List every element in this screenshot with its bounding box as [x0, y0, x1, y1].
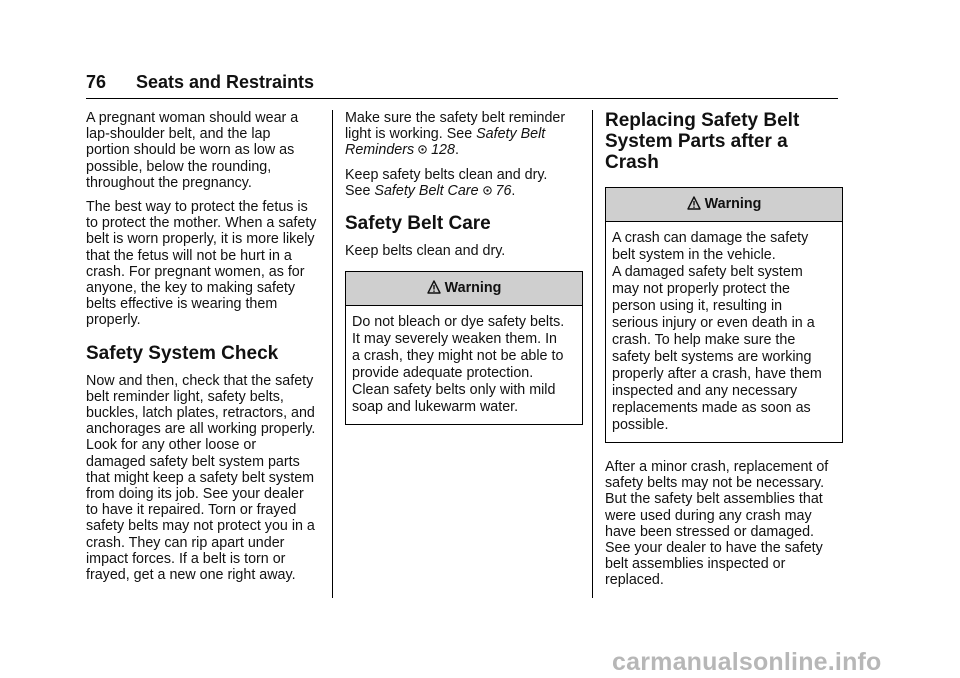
care-page-ref[interactable]: 76: [495, 182, 512, 199]
safety-belt-care-link[interactable]: Safety Belt Care: [374, 182, 479, 199]
safety-belt-care-heading: Safety Belt Care: [345, 213, 491, 235]
replacing-parts-heading: Replacing Safety Belt System Parts after a Crash: [605, 110, 800, 173]
column-1: [86, 110, 324, 591]
reminders-page-ref[interactable]: 128: [431, 142, 455, 159]
safety-belt-reminders-link[interactable]: Safety Belt: [476, 126, 546, 143]
warning-header: Warning: [606, 188, 842, 222]
warning-header: Warning: [346, 272, 582, 306]
page-header: [86, 72, 838, 96]
pregnancy-paragraph: A pregnant woman should wear a lap-shoulder belt, and the lap portion should be worn as low as possible, below the rounding, throughout the pregnancy.: [86, 110, 299, 191]
warning-body: A crash can damage the safety belt system in the vehicle. A damaged safety belt system may not properly protect the person using it, resulting in serious injury or even death in a crash. To help make sure the safety belt systems are working properly after a crash, have them inspected and any necessary replacements made as soon as possible.: [612, 230, 822, 433]
column-2: [345, 110, 583, 437]
column-3: [605, 110, 843, 597]
warning-body: Do not bleach or dye safety belts. It may severely weaken them. In a crash, they might not be able to provide adequate protection. Clean safety belts only with mild soap and lukewarm water.: [352, 314, 565, 416]
clean-dry-paragraph: Keep safety belts clean and dry. See Safety Belt Care 76.: [345, 166, 548, 199]
warning-triangle-icon: [687, 196, 701, 210]
watermark: carmanualsonline.info: [612, 648, 882, 676]
page-number: 76: [86, 72, 107, 92]
system-check-paragraph: Now and then, check that the safety belt reminder light, safety belts, buckles, latch plates, retractors, and anchorages are all working properly. Look for any other loose or damaged safety belt system parts that might keep a safety belt system from doing its job. See your dealer to have it repaired. Torn or frayed safety belts may not protect you in a crash. They can rip apart under impact forces. If a belt is torn or frayed, get a new one right away.: [86, 372, 316, 584]
warning-box-care: [345, 271, 583, 425]
reminder-paragraph: Make sure the safety belt reminder light is working. See Safety Belt Reminders 128.: [345, 110, 566, 159]
section-title: Seats and Restraints: [136, 72, 315, 92]
column-divider-2: [592, 110, 593, 598]
page-ref-icon: [483, 186, 492, 195]
page-ref-icon: [418, 145, 427, 154]
header-rule: [86, 98, 838, 99]
column-divider-1: [332, 110, 333, 598]
warning-triangle-icon: [427, 280, 441, 294]
minor-crash-paragraph: After a minor crash, replacement of safety belts may not be necessary. But the safety belt assemblies that were used during any crash may have been stressed or damaged. See your dealer to have the safety belt assemblies inspected or replaced.: [605, 459, 829, 589]
safety-belt-reminders-link-cont[interactable]: Reminders: [345, 142, 415, 159]
warning-box-crash: [605, 187, 843, 443]
fetus-paragraph: The best way to protect the fetus is to protect the mother. When a safety belt is worn properly, it is more likely that the fetus will not be hurt in a crash. For pregnant women, as for anyone, the key to making safety belts effective is wearing them properly.: [86, 199, 317, 329]
keep-clean-paragraph: Keep belts clean and dry.: [345, 243, 506, 260]
safety-system-check-heading: Safety System Check: [86, 342, 279, 364]
